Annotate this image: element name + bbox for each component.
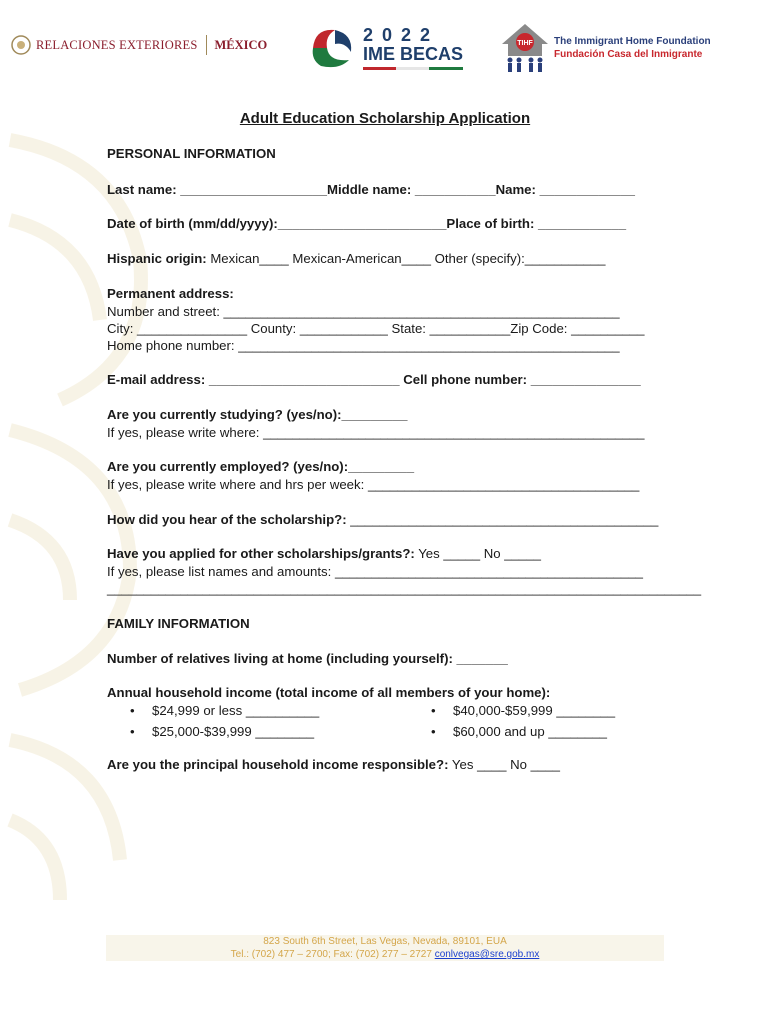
footer-contact xyxy=(106,948,664,961)
ime-year: 2022 xyxy=(363,25,440,45)
relatives-field[interactable]: Number of relatives living at home (including yourself): _______ xyxy=(107,651,508,666)
hispanic-row xyxy=(107,251,605,266)
principal-options[interactable]: Yes ____ No ____ xyxy=(448,757,560,772)
seal-icon xyxy=(10,34,32,56)
ime-becas-logo xyxy=(305,22,463,74)
footer-address: 823 South 6th Street, Las Vegas, Nevada, 89101, EUA xyxy=(263,936,507,947)
personal-heading: PERSONAL INFORMATION xyxy=(107,146,276,161)
footer-email-link[interactable]: conlvegas@sre.gob.mx xyxy=(434,949,540,960)
employed-question[interactable]: Are you currently employed? (yes/no):_________ xyxy=(107,459,415,474)
email-field[interactable]: E-mail address: __________________________ xyxy=(107,372,400,387)
family-heading: FAMILY INFORMATION xyxy=(107,616,250,631)
hispanic-label: Hispanic origin: xyxy=(107,251,207,266)
applied-list-field[interactable]: If yes, please list names and amounts: __________________________________________ xyxy=(107,564,644,579)
applied-question: Have you applied for other scholarships/grants?: xyxy=(107,546,415,561)
address-label: Permanent address: xyxy=(107,286,234,301)
employed-where-field[interactable]: If yes, please write where and hrs per week: _____________________________________ xyxy=(107,477,640,492)
income-option-2[interactable]: • $40,000-$59,999 ________ xyxy=(453,703,615,718)
income-label: Annual household income (total income of all members of your home): xyxy=(107,685,551,700)
city-row[interactable]: City: _______________ County: ____________ State: ___________Zip Code: __________ xyxy=(107,321,645,336)
name-field[interactable]: Name: _____________ xyxy=(495,182,635,197)
applied-extra-line[interactable]: _________________________________________________________________________________ xyxy=(107,581,702,596)
header xyxy=(0,18,770,78)
hear-question: How did you hear of the scholarship?: xyxy=(107,512,347,527)
footer-phone: Tel.: (702) 477 – 2700; Fax: (702) 277 – 2727 xyxy=(230,949,435,960)
income-option-4[interactable]: • $60,000 and up ________ xyxy=(453,724,607,739)
foundation-name-es: Fundación Casa del Inmigrante xyxy=(554,49,703,60)
mexico-text: MÉXICO xyxy=(214,37,268,52)
applied-options[interactable]: Yes _____ No _____ xyxy=(414,546,541,561)
house-family-icon xyxy=(500,22,550,74)
principal-question: Are you the principal household income responsible?: xyxy=(107,757,449,772)
foundation-logo xyxy=(500,22,711,74)
footer xyxy=(106,935,664,961)
middle-name-field[interactable]: Middle name: ___________ xyxy=(326,182,496,197)
birth-row xyxy=(107,216,626,231)
studying-where-field[interactable]: If yes, please write where: ____________________________________________________ xyxy=(107,425,645,440)
principal-row xyxy=(107,757,560,772)
email-row xyxy=(107,372,641,387)
page-title: Adult Education Scholarship Application xyxy=(239,110,531,127)
hear-field[interactable]: __________________________________________ xyxy=(346,512,659,527)
ime-name: IME BECAS xyxy=(363,44,464,64)
last-name-field[interactable]: Last name: ____________________ xyxy=(107,182,327,197)
sre-text: RELACIONES EXTERIORES xyxy=(36,37,198,52)
sre-logo xyxy=(10,34,267,56)
hear-row xyxy=(107,512,658,527)
name-row xyxy=(107,182,635,197)
applied-row xyxy=(107,546,541,561)
ime-color-bar xyxy=(363,67,463,70)
studying-question[interactable]: Are you currently studying? (yes/no):_________ xyxy=(107,407,408,422)
cell-field[interactable]: Cell phone number: _______________ xyxy=(403,372,641,387)
foundation-name-en: The Immigrant Home Foundation xyxy=(554,36,711,47)
income-option-1[interactable]: • $24,999 or less __________ xyxy=(152,703,319,718)
foundation-badge: TIHF xyxy=(517,40,533,47)
home-phone-field[interactable]: Home phone number: ____________________________________________________ xyxy=(107,338,620,353)
logo-divider xyxy=(206,35,207,55)
income-option-3[interactable]: • $25,000-$39,999 ________ xyxy=(152,724,314,739)
street-field[interactable]: Number and street: ______________________________________________________ xyxy=(107,304,620,319)
hispanic-options[interactable]: Mexican____ Mexican-American____ Other (specify):___________ xyxy=(206,251,606,266)
pob-field[interactable]: Place of birth: ____________ xyxy=(446,216,627,231)
ime-swirl-icon xyxy=(305,22,357,74)
dob-field[interactable]: Date of birth (mm/dd/yyyy):_______________________ xyxy=(107,216,447,231)
